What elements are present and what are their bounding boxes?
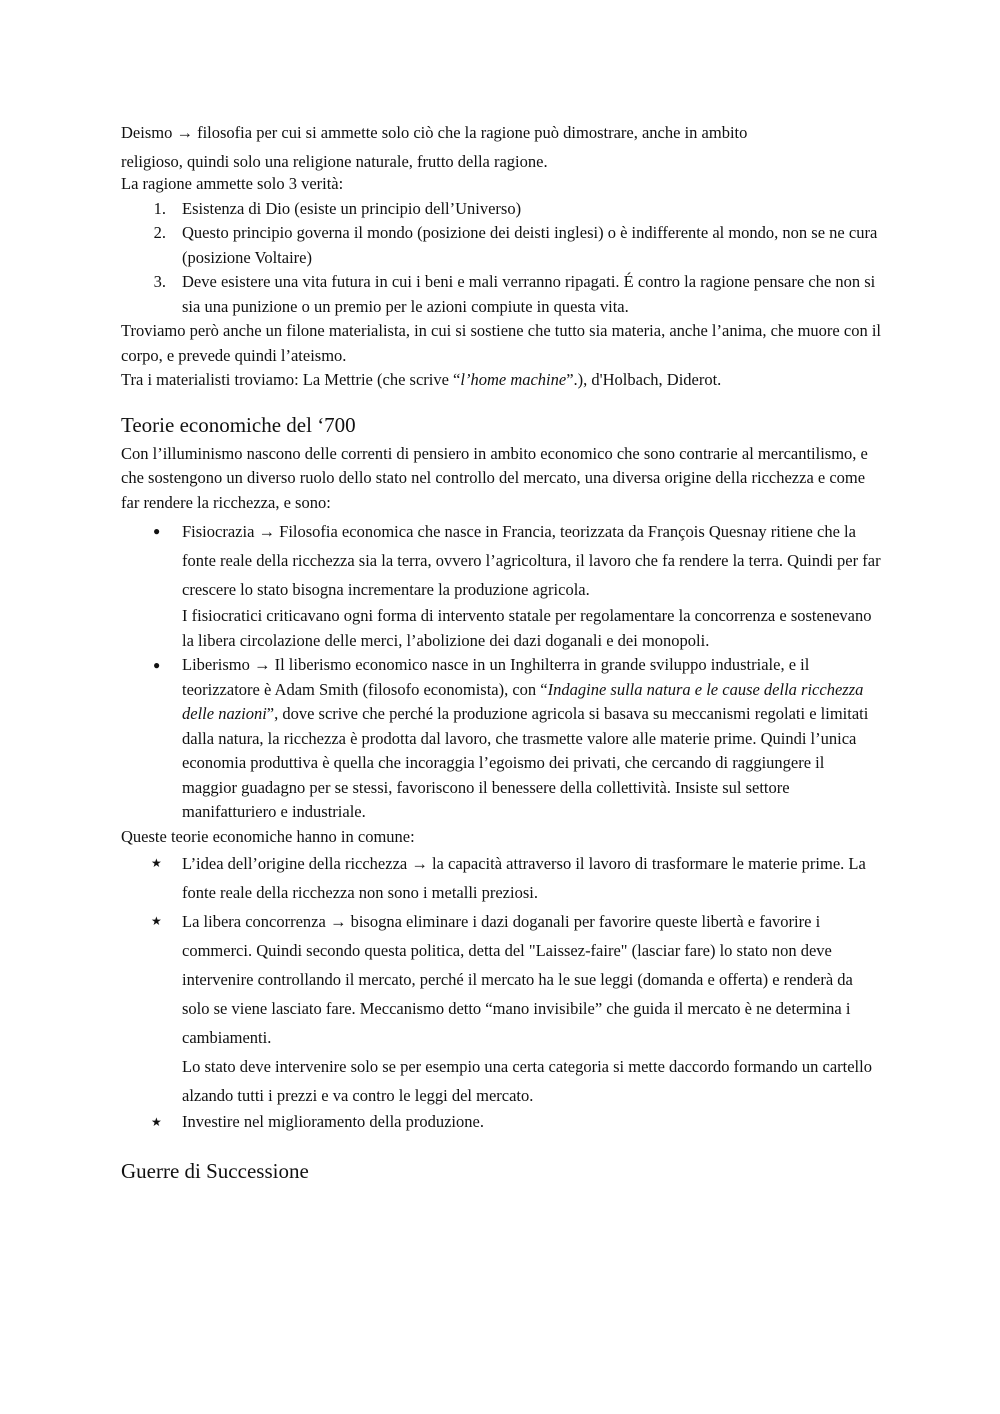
list-item-text: Esistenza di Dio (esiste un principio dell’Universo) xyxy=(182,198,522,218)
list-item xyxy=(121,270,881,319)
list-number: 3. xyxy=(153,272,166,291)
verita-list xyxy=(121,197,881,320)
list-item-text: Questo principio governa il mondo (posizione dei deisti inglesi) o è indifferente al mondo, non se ne cura (posizione Voltaire) xyxy=(182,223,878,267)
list-item xyxy=(121,1110,881,1135)
list-item xyxy=(121,197,881,222)
fisiocrazia-text-2: I fisiocratici criticavano ogni forma di intervento statale per regolamentare la concorrenza e sostenevano la libera circolazione delle merci, l’abolizione dei dazi doganali e dei monopoli. xyxy=(182,606,872,650)
section-heading-teorie: Teorie economiche del ‘700 xyxy=(121,412,356,437)
deismo-line-1: Deismo → filosofia per cui si ammette solo ciò che la ragione può dimostrare, anche in ambito xyxy=(121,123,748,142)
teorie-bullet-list xyxy=(121,517,881,825)
list-item-fisiocrazia xyxy=(121,517,881,653)
comune-intro: Queste teorie economiche hanno in comune: xyxy=(121,826,415,846)
teorie-intro: Con l’illuminismo nascono delle correnti di pensiero in ambito economico che sono contrarie al mercantilismo, e che sostengono un diverso ruolo dello stato nel controllo del mercato, una diversa origine della ricchezza e come far rendere la ricchezza, e sono: xyxy=(121,443,868,512)
deismo-line-2: religioso, quindi solo una religione naturale, frutto della ragione. xyxy=(121,152,548,171)
verita-intro: La ragione ammette solo 3 verità: xyxy=(121,174,344,193)
bullet-icon: ● xyxy=(153,658,161,672)
comune-star-list xyxy=(121,849,881,1135)
list-item xyxy=(121,907,881,1110)
list-item xyxy=(121,221,881,270)
fisiocrazia-text: Fisiocrazia → Filosofia economica che nasce in Francia, teorizzata da François Quesnay ritiene che la fonte reale della ricchezza sia la terra, ovvero l’agricoltura, il lavoro che fa rendere la terra. Quindi per far crescere lo stato bisogna incrementare la produzione agricola. xyxy=(182,522,881,599)
liberismo-text-b: ”, dove scrive che perché la produzione agricola si basava su meccanismi regolati e limitati dalla natura, la ricchezza è prodotta dal lavoro, che trasmette valore alle materie prime. Quindi l’unica economia produttiva è quella che incoraggia l’egoismo dei privati, che cercando di raggiungere il maggior guadagno per se stessi, favoriscono il benessere della collettività. Insiste sul settore manifatturiero e industriale. xyxy=(182,704,869,821)
bullet-icon: ● xyxy=(153,524,161,538)
list-number: 2. xyxy=(153,223,166,242)
liberismo-text xyxy=(182,653,881,825)
liberismo-text-a: Liberismo → Il liberismo economico nasce in un Inghilterra in grande sviluppo industriale, e il teorizzatore è Adam Smith (filosofo economista), con “ xyxy=(182,655,810,699)
document-page xyxy=(121,118,881,1188)
book-title: l’home machine xyxy=(460,370,567,389)
star-icon: ★ xyxy=(151,1115,162,1129)
list-item-text: La libera concorrenza → bisogna eliminare i dazi doganali per favorire queste libertà e favorire i commerci. Quindi secondo questa politica, detta del "Laissez-faire" (lasciar fare) lo stato non deve intervenire controllando il mercato, perché il mercato ha le sue leggi (domanda e offerta) e renderà da solo se viene lasciato fare. Meccanismo detto “mano invisibile” che guida il mercato è ne determina i cambiamenti. xyxy=(182,912,853,1047)
list-item-text-2: Lo stato deve intervenire solo se per esempio una certa categoria si mette daccordo formando un cartello alzando tutti i prezzi e va contro le leggi del mercato. xyxy=(182,1057,872,1105)
materialisti-list-after: ”.), d'Holbach, Diderot. xyxy=(566,370,722,389)
star-icon: ★ xyxy=(151,856,162,870)
materialisti-paragraph: Troviamo però anche un filone materialista, in cui si sostiene che tutto sia materia, anche l’anima, che muore con il corpo, e prevede quindi l’ateismo. xyxy=(121,321,881,365)
list-item-text: Investire nel miglioramento della produzione. xyxy=(182,1112,484,1131)
list-item-text: Deve esistere una vita futura in cui i beni e mali verranno ripagati. É contro la ragione pensare che non si sia una punizione o un premio per le azioni compiute in questa vita. xyxy=(182,272,876,316)
star-icon: ★ xyxy=(151,914,162,928)
list-number: 1. xyxy=(153,198,166,218)
list-item-liberismo xyxy=(121,653,881,825)
section-heading-guerre: Guerre di Successione xyxy=(121,1158,309,1183)
list-item-text: L’idea dell’origine della ricchezza → la capacità attraverso il lavoro di trasformare le materie prime. La fonte reale della ricchezza non sono i metalli preziosi. xyxy=(182,854,866,902)
book-title: Indagine sulla natura e le cause della ricchezza delle nazioni xyxy=(182,679,864,723)
list-item xyxy=(121,849,881,907)
materialisti-list xyxy=(121,368,881,393)
materialisti-list-before: Tra i materialisti troviamo: La Mettrie (che scrive “ xyxy=(121,370,461,389)
